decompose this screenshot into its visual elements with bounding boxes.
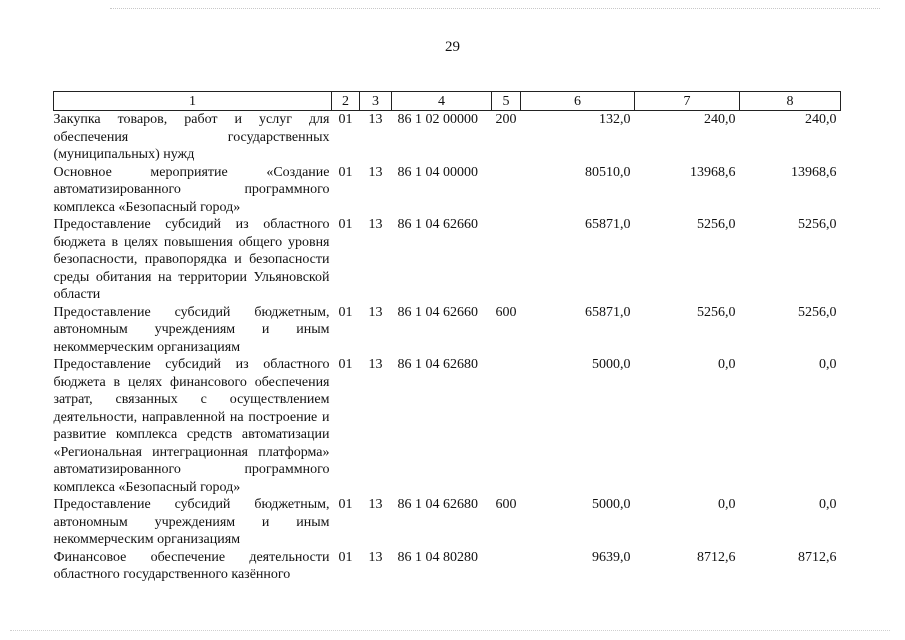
- row-rz: 01: [338, 357, 353, 372]
- row-value-2: 0,0: [718, 357, 736, 372]
- column-header-pr: 3: [360, 92, 392, 111]
- row-vr: 200: [495, 112, 517, 127]
- column-header-year-2: 7: [635, 92, 740, 111]
- row-value-1: 80510,0: [585, 164, 631, 180]
- row-value-2: 5256,0: [697, 217, 736, 232]
- row-rz: 01: [338, 497, 353, 512]
- row-name: Финансовое обеспечение деятельности областного государственного казённого: [53, 549, 330, 582]
- row-value-3: 5256,0: [798, 304, 837, 320]
- table-row: [54, 164, 841, 217]
- row-pr: 13: [368, 217, 383, 232]
- scan-artifact-top: [110, 8, 880, 9]
- row-csr: 86 1 02 00000: [397, 112, 478, 127]
- column-header-name: 1: [54, 92, 332, 111]
- column-header-vr: 5: [492, 92, 521, 111]
- row-pr: 13: [368, 164, 383, 180]
- row-value-2: 240,0: [704, 112, 736, 127]
- row-csr: 86 1 04 00000: [397, 164, 478, 180]
- table-row: [54, 496, 841, 549]
- table-row: [54, 111, 841, 164]
- table-row: [54, 216, 841, 304]
- table-row: [54, 356, 841, 496]
- row-name: Основное мероприятие «Создание автоматизированного программного комплекса «Безопасный город»: [53, 164, 330, 215]
- row-name: Предоставление субсидий из областного бюджета в целях финансового обеспечения затрат, связанных с осуществлением деятельности, направленной на построение и развитие комплекса средств автоматизации «Региональная интеграционная платформа» автоматизированного программного комплекса «Безопасный город»: [53, 357, 330, 495]
- row-pr: 13: [368, 304, 383, 320]
- page-number: 29: [445, 39, 460, 55]
- table-row: [54, 549, 841, 584]
- row-value-1: 9639,0: [592, 549, 631, 565]
- budget-table: [53, 91, 841, 584]
- row-csr: 86 1 04 80280: [397, 549, 478, 565]
- row-value-1: 5000,0: [592, 357, 631, 372]
- row-rz: 01: [338, 304, 353, 320]
- row-rz: 01: [338, 549, 353, 565]
- row-csr: 86 1 04 62660: [397, 217, 478, 232]
- column-header-rz: 2: [332, 92, 360, 111]
- row-value-3: 0,0: [819, 357, 837, 372]
- row-vr: 600: [495, 497, 517, 512]
- row-value-2: 13968,6: [690, 164, 736, 180]
- row-vr: 600: [495, 304, 517, 320]
- row-value-3: 8712,6: [798, 549, 837, 565]
- row-vr: [492, 356, 521, 496]
- row-vr: [492, 216, 521, 304]
- row-pr: 13: [368, 112, 383, 127]
- row-value-3: 240,0: [805, 112, 837, 127]
- row-value-1: 5000,0: [592, 497, 631, 512]
- row-name: Предоставление субсидий бюджетным, автономным учреждениям и иным некоммерческим организациям: [53, 497, 330, 547]
- row-name: Закупка товаров, работ и услуг для обеспечения государственных (муниципальных) нужд: [53, 112, 330, 162]
- table-header: [54, 92, 841, 111]
- table-body: [54, 111, 841, 584]
- row-value-3: 5256,0: [798, 217, 837, 232]
- row-rz: 01: [338, 217, 353, 232]
- row-value-2: 5256,0: [697, 304, 736, 320]
- column-header-year-1: 6: [521, 92, 635, 111]
- row-name: Предоставление субсидий из областного бюджета в целях повышения общего уровня безопасности, правопорядка и безопасности среды обитания на территории Ульяновской области: [53, 217, 330, 302]
- row-value-3: 13968,6: [791, 164, 837, 180]
- row-csr: 86 1 04 62680: [397, 357, 478, 372]
- column-header-year-3: 8: [740, 92, 841, 111]
- row-name: Предоставление субсидий бюджетным, автономным учреждениям и иным некоммерческим организациям: [53, 304, 330, 355]
- row-value-1: 132,0: [599, 112, 631, 127]
- row-value-3: 0,0: [819, 497, 837, 512]
- row-rz: 01: [338, 112, 353, 127]
- header-row: [54, 92, 841, 111]
- scan-artifact-bottom: [10, 630, 890, 631]
- row-pr: 13: [368, 357, 383, 372]
- row-pr: 13: [368, 549, 383, 565]
- row-vr: [492, 549, 521, 584]
- row-csr: 86 1 04 62660: [397, 304, 478, 320]
- row-rz: 01: [338, 164, 353, 180]
- row-vr: [492, 164, 521, 217]
- row-value-2: 0,0: [718, 497, 736, 512]
- row-value-1: 65871,0: [585, 304, 631, 320]
- column-header-csr: 4: [392, 92, 492, 111]
- row-csr: 86 1 04 62680: [397, 497, 478, 512]
- row-value-2: 8712,6: [697, 549, 736, 565]
- row-pr: 13: [368, 497, 383, 512]
- row-value-1: 65871,0: [585, 217, 631, 232]
- table-row: [54, 304, 841, 357]
